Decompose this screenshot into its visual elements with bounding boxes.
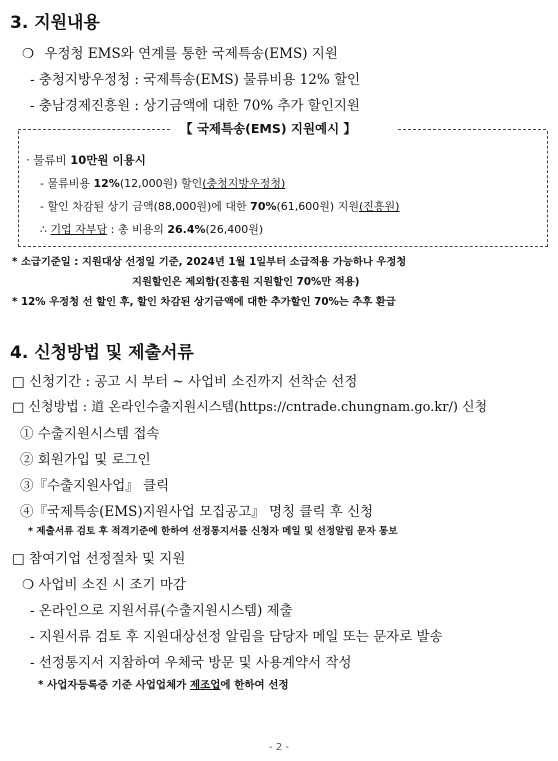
selection-item: - 선정통지서 지참하여 우체국 방문 및 사용계약서 작성 — [30, 655, 352, 671]
note-text: 에 한하여 선정 — [220, 679, 289, 691]
support-main-item — [22, 42, 338, 62]
example-line-1-bold: 10만원 이용시 — [70, 153, 146, 167]
example-line-1 — [26, 152, 146, 168]
example-underlined-text: (충청지방우정청) — [202, 177, 286, 190]
page-number: - 2 - — [269, 742, 289, 753]
note-text: * 사업자등록증 기준 사업업체가 — [38, 679, 190, 691]
note-manufacturing — [38, 677, 289, 692]
selection-item: - 온라인으로 지원서류(수출지원시스템) 제출 — [30, 603, 293, 619]
example-text: (12,000원) 할인 — [119, 177, 203, 190]
step-item: ③『수출지원사업』 클릭 — [20, 478, 170, 494]
application-period: □ 신청기간 : 공고 시 부터 ~ 사업비 소진까지 선착순 선정 — [12, 374, 358, 390]
note-notification: * 제출서류 검토 후 적격기준에 한하여 선정통지서를 신청자 메일 및 선정알림 문자 통보 — [28, 526, 398, 537]
example-line-2 — [40, 175, 285, 191]
example-text: - 할인 차감된 상기 금액(88,000원)에 대한 — [40, 200, 251, 213]
note-refund: * 12% 우정청 선 할인 후, 할인 차감된 상기금액에 대한 추가할인 70%는 추후 환급 — [12, 296, 396, 308]
example-box-title: 【 국제특송(EMS) 지원예시 】 — [180, 121, 357, 136]
example-bold-text: 12% — [93, 177, 120, 190]
note-retroactive-line-2: 지원할인은 제외함(진흥원 지원할인 70%만 적용) — [132, 276, 360, 288]
example-text: - 물류비용 — [40, 177, 94, 190]
selection-title: □ 참여기업 선정절차 및 지원 — [12, 551, 186, 567]
circle-bullet-icon: ❍ — [22, 46, 35, 62]
step-item: ④『국제특송(EMS)지원사업 모집공고』 명칭 클릭 후 신청 — [20, 504, 374, 520]
selection-main: ❍ 사업비 소진 시 조기 마감 — [22, 577, 186, 593]
example-line-1-prefix: · 물류비 — [26, 153, 71, 167]
application-method: □ 신청방법 : 道 온라인수출지원시스템(https://cntrade.chungnam.go.kr/) 신청 — [12, 400, 488, 415]
example-text: : 총 비용의 — [107, 223, 168, 236]
example-underlined-text: 기업 자부담 — [50, 223, 108, 236]
support-sub-item: - 충청지방우정청 : 국제특송(EMS) 물류비용 12% 할인 — [30, 72, 361, 88]
example-line-4 — [40, 221, 263, 237]
example-bold-text: 70% — [250, 200, 277, 213]
step-item: ① 수출지원시스템 접속 — [20, 426, 160, 442]
example-text: ∴ — [40, 223, 51, 236]
step-item: ② 회원가입 및 로그인 — [20, 452, 151, 468]
section-3-heading: 3. 지원내용 — [10, 13, 100, 33]
example-bold-text: 26.4% — [167, 223, 206, 236]
selection-item: - 지원서류 검토 후 지원대상선정 알림을 담당자 메일 또는 문자로 발송 — [30, 629, 443, 645]
note-underlined-text: 제조업 — [189, 679, 221, 691]
example-underlined-text: (진흥원) — [358, 200, 400, 213]
example-text: (61,600원) 지원 — [276, 200, 359, 213]
support-main-item-text: 우정청 EMS와 연계를 통한 국제특송(EMS) 지원 — [44, 46, 338, 62]
example-text: (26,400원) — [205, 223, 264, 236]
support-sub-item: - 충남경제진흥원 : 상기금액에 대한 70% 추가 할인지원 — [30, 98, 360, 114]
example-line-3 — [40, 198, 399, 214]
note-retroactive-line-1: * 소급기준일 : 지원대상 선정일 기준, 2024년 1월 1일부터 소급적용 가능하나 우정청 — [12, 256, 407, 268]
section-4-heading: 4. 신청방법 및 제출서류 — [10, 343, 194, 363]
